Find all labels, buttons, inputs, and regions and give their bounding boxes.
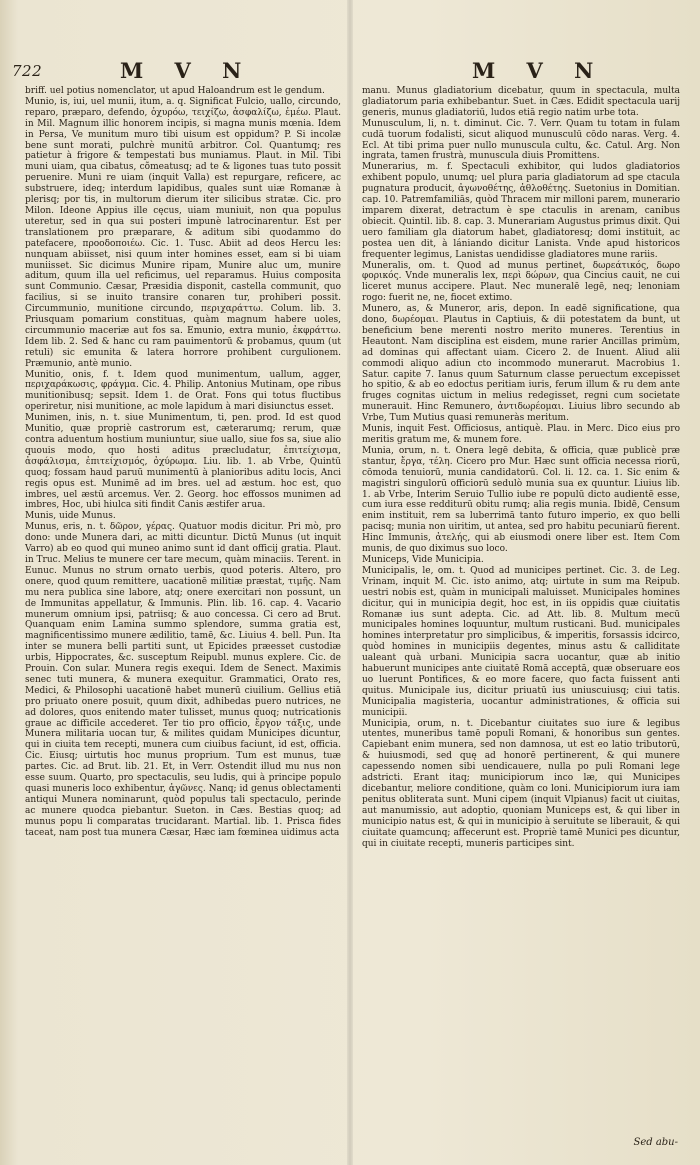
entry-munia: Munia, orum, n. t. Onera legē debita, & officia, quæ publicè præ stantur, ἔργα, τέλη. Cicero pro Mur. Hæc sunt officia necessa riorū, cōmoda tenuiorū, munia candidatorū. Col. li. 12. ca. 1. Sic enim & magistri singulorū officiorū sedulò munia sua ex quuntur. Liuius lib. 1. ab Vrbe, Interim Seruio Tullio iube re populū dicto audientē esse, cum iura esse redditurū obitu rumq; alia regis munia. Ibidē, Censum enim instituit, rem sa luberrimā tanto futuro imperio, ex quo belli pacisq; munia non uiritim, ut antea, sed pro habitu pecuniarū fierent. Hinc Immunis, ἀτελής, qui ab eiusmodi onere liber est. Item Com munis, de quo diximus suo loco. — [362, 445, 680, 555]
running-head-right: M V N — [472, 58, 606, 83]
entry-paragraph: briff. uel potius nomenclator, ut apud Haloandrum est le gendum. — [25, 86, 325, 96]
entry-munis-cross-ref: Munis, uide Munus. — [25, 511, 116, 522]
entry-munero: Munero, as, & Muneror, aris, depon. In eadē significatione, qua dono, δωρέομαι. Plautus in Captiuis, & dii potestatem da bunt, ut beneficium bene merenti nostro merito muneres. Terentius in Heautont. Nam disciplina est eisdem, mune rarier Ancillas primùm, ad dominas qui affectant uiam. Cicero 2. de Inuent. Aliud alii commodi aliquo adiun cto incommodo munerarut. Macrobius 1. Satur. capite 7. Ianus quum Saturnum classe peruectum excepisset ho spitio, & ab eo edoctus peritiam iuris, ferum illum & ru dem ante fruges cognitas uictum in melius redegisset, regni cum societate munerauit. Hinc Remunero, ἀντιδωρέομαι. Liuius libro secundo ab Vrbe, Tum Mutius quasi remuneràs meritum. — [362, 304, 680, 424]
entry-muneralis: Muneralis, om. t. Quod ad munus pertinet, δωρεάτικός, δωρο φορικός. Vnde muneralis lex, περὶ δώρων, qua Cincius cauit, ne cui liceret munus accipere. Plaut. Nec muneralē legē, neq; lenoniam rogo: fuerit ne, ne, fiocet extimo. — [362, 260, 680, 304]
entry-munerarius: Munerarius, m. f. Spectaculi exhibitor, qui ludos gladiatorios exhibent populo, unumq; uel plura paria gladiatorum ad spe ctacula pugnatura producit, ἀγωνοθέτης, ἀθλοθέτης. Suetonius in Domitian. cap. 10. Patremfamiliās, quòd Thracem mir milloni parem, munerario imparem dixerat, detractum è spe ctaculis in arenam, canibus obiecit. Quintil. lib. 8. cap. 3. Munerariam Augustus primus dixit. Qui uero familiam gla diatorum habet, gladiatoresq; domi instituit, ac postea uen dit, à lániando dicitur Lanista. Vnde apud historicos frequenter legimus, Lanistas uendidisse gladiatores mune rariis. — [362, 162, 680, 260]
entry-munus: Munus, eris, n. t. δῶρον, γέρας. Quatuor modis dicitur. Pri mò, pro dono: unde Munera dari, ac mitti dicuntur. Dictū Munus (ut inquit Varro) ab eo quod qui muneo animo sunt id dant officij gratia. Plaut. in Truc. Melius te munere cer tare mecum, quàm minaciis. Terent. in Eunuc. Munus no strum ornato uerbis, quod poteris. Altero, pro onere, quod quum remittere, uacationē militiæ præstat, τιμῆς. Nam mu nera publica sine labore, atq; onere exercitari non possunt, un de Immunitas appellatur, & Immunis. Plin. lib. 16. cap. 4. Vacario munerum omnium ipsi, patriisq; & auo concessa. Ci cero ad Brut. Quanquam enim Lamina summo splendore, summa gratia est, magnificentissimo munere ædilitio, tamē, &c. Liuius 4. bell. Pun. Ita inter se munera belli partiti sunt, ut Epicides præesset custodiæ urbis, Hippocrates, &c. susceptum Reipubl. munus explere. Cic. de Prouin. Con sular. Munera regis exequi. Idem de Senect. Maximis senec tuti munera, & munera exequitur. Grammatici, Orato res, Medici, & Philosophi uacationē habet munerū ciuilium. Gellius etiā pro priuato onere posuit, quum dixit, adhibedas puero nutrices, ne ad dolores, quos enitendo mater tulisset, munus quoq; nutricationis graue ac difficile accederet. Ter tio pro officio, ἔργον τάξις, unde Munera militaria uocan tur, & milites quidam Municipes dicuntur, qui in ciuita tem recepti, munera cum ciuibus faciunt, id est, officia. Cic. Eiusq; uirtutis hoc munus proprium. Tum est munus, tuæ partes. Cic. ad Brut. lib. 21. Et, in Verr. Ostendit illud mu nus non esse suum. Quarto, pro spectaculis, seu ludis, qui à principe populo quasi muneris loco exhibentur, ἀγῶνες. Nanq; id genus oblectamenti antiqui Munera nominarunt, quòd populus tali spectaculo, perinde ac munere quodca piebantur. Sueton. in Cæs. Bestias quoq; ad munus popu li comparatas trucidarant. Martial. lib. 1. Prisca fides taceat, nam post tua munera Cæsar, Hæc iam fœminea uidimus acta — [25, 522, 341, 838]
catchword: Sed abu- — [633, 1137, 678, 1148]
entry-municeps: Municeps, Vide Municipia. — [362, 554, 484, 565]
entry-municipia: Municipia, orum, n. t. Dicebantur ciuitates suo iure & legibus utentes, muneribus tamē populi Romani, & honoribus sun gentes. Capiebant enim munera, sed non damnosa, ut est eo latio tributorū, & huiusmodi, sed quę ad honorē pertinerent, & qui munere capessendo nomen sibi uendicauere, nulla po puli Romani lege adstricti. Erant itaq; municipiorum inco læ, qui Municipes dicebantur, meliore conditione, quàm co loni. Municipiorum iura iam penitus obliterata sunt. Muni cipem (inquit Vlpianus) facit ut ciuitas, aut manumissio, aut adoptio, quoniam Municeps est, & qui liber in municipio natus est, & qui in municipio à seruitute se liberauit, & qui ciuitate quamcunq; affecerunt est. Propriè tamē Munici pes dicuntur, qui in ciuitate recepti, muneris participes sint. — [362, 718, 680, 849]
entry-munio: Munio, is, iui, uel munii, itum, a. q. Significat Fulcio, uallo, circundo, reparo, præparo, defendo, ὀχυρόω, τειχίζω, ἀσφαλίζω, ἐμέω. Plaut. in Mil. Magnum illic honorem incipis, si magna munis mœnia. Idem in Persa, Ve munitum muro tibi uisum est oppidum? P. Si incolæ bene sunt morati, pulchrè munitū arbitror. Col. Quantumq; res patietur à frigore & tempestati bus muniamus. Plaut. in Mil. Tibi muni uiam, qua cibatus, cõmeatusq; ad te & ligones tuas tuto possit peruenire. Muni re uiam (inquit Valla) est repurgare, reficere, ac substruere, ideq; interdum lapidibus, quales sunt uiæ Romanæ à plerisq; por tis, in multorum dierum iter silicibus stratæ. Cic. pro Milon. Ideone Appius ille cęcus, uiam muniuit, non qua populus uteretur, sed in qua sui posteri impunè latrocinarentur. Est per translationem pro præparare, & aditum sibi quodammo do patefacere, προοδοποιέω. Cic. 1. Tusc. Abiit ad deos Hercu les: nunquam abiisset, nisi quum inter homines esset, eam si bi uiam muniisset. Sic dicimus Munire ripam, Munire aluc um, munire aditum, quum illa uel reficimus, uel reparamus. Huius composita sunt Communio. Cæsar, Præsidia disponit, castella communit, quo facilius, si se inuito transire conaren tur, prohiberi possit. Circummunio, munitione circundo, περιχαράττω. Colum. lib. 3. Priusquam pomarium constituas, quàm magnum habere uoles, circummunio maceriæ aut fos sa. Emunio, extra munio, ἐκφράττω. Idem lib. 2. Sed & hanc cu ram pauimentorū & probamus, quum (ut retuli) sic emunita & latera horrore prohibent curgulionem. Præmunio, antè munio. — [25, 96, 341, 369]
left-column — [25, 86, 341, 1146]
entry-municipalis: Municipalis, le, om. t. Quod ad municipes pertinet. Cic. 3. de Leg. Vrinam, inquit M. Cic. isto animo, atq; uirtute in sum ma Reipub. uestri nobis est, quàm in municipali maluisset. Municipales homines dicitur, qui in municipia degit, hoc est, in iis oppidis quæ ciuitatis Romanæ ius sunt adepta. Cic. ad Att. lib. 8. Multum mecū municipales homines loquuntur, multum rusticani. Bud. municipales homines interpretatur pro simplicibus, & imperitis, forsassis idcirco, quòd homines in municipiis degentes, minus astu & calliditate ualeant quà urbani. Municipia sacra uocantur, quæ ab initio habuerunt municipes ante ciuitatē Romā acceptā, quæ obseruare eos uo luerunt Pontifices, & eo more facere, quo facta fuissent anti quitus. Municipale ius, dicitur priuatū ius uniuscuiusq; ciui tatis. Municipalia magisteria, uocantur administrationes, & officia sui municipii. — [362, 565, 680, 718]
entry-munis: Munis, inquit Fest. Officiosus, antiquè. Plau. in Merc. Dico eius pro meritis gratum me, & munem fore. — [362, 424, 680, 445]
entry-munimen: Munimen, inis, n. t. siue Munimentum, ti, pen. prod. Id est quod Munitio, quæ propriè castrorum est, cæterarumq; rerum, quæ contra aduentum hostium muniuntur, siue uallo, siue fos sa, siue alio quouis modo, quo hosti aditus præcludatur, ἐπιτείχισμα, ἀσφάλισμα, ἐπιτείχισμός, ὀχύρωμα. Liu. lib. 1. ab Vrbe, Quintū quoq; fossam haud paruū munimentū à planioribus aditu locis, Anci regis opus est. Munimē ad im bres. uel ad æstum. hoc est, quo imbres, uel æstū arcemus. Ver. 2. Georg. hoc effossos munimen ad imbres, Hoc, ubi hiulca siti findit Canis æstifer arua. — [25, 413, 341, 511]
entry-munitio: Munitio, onis, f. t. Idem quod munimentum, uallum, agger, περιχαράκωσις, φράγμα. Cic. 4. Philip. Antonius Mutinam, ope ribus munitionibusq; sepsit. Idem 1. de Orat. Fons qui totus fluctibus operiretur, nisi munitione, ac mole lapidum à mari disiunctus esset. — [25, 369, 341, 413]
page-number: 722 — [12, 62, 43, 80]
page-gutter — [347, 0, 353, 1165]
entry-paragraph: manu. Munus gladiatorium dicebatur, quum in spectacula, multa gladiatorum paria exhibebantur. Suet. in Cæs. Edidit spectacula uarij generis, munus gladiatoriū, ludos etiā regio natim urbe tota. — [362, 86, 680, 118]
entry-munusculum: Munusculum, li, n. t. diminut. Cic. 7. Verr. Quam tu totam in fulam cudā tuorum fodalisti, sicut aliquod munusculū cōdo naras. Verg. 4. Ecl. At tibi prima puer nullo munuscula cultu, &c. Catul. Arg. Non ingrata, tamen frustrà, munuscula diuis Promittens. — [362, 118, 680, 162]
running-head-left: M V N — [120, 58, 254, 83]
right-column — [362, 86, 680, 1146]
